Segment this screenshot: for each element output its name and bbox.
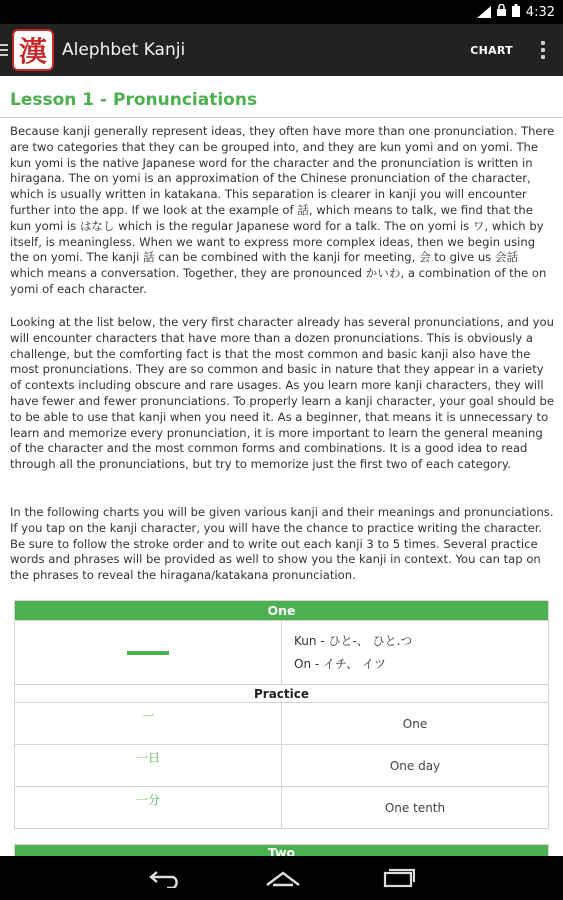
practice-meaning: One: [282, 703, 549, 745]
practice-phrase[interactable]: 一: [15, 703, 282, 745]
practice-meaning: One day: [282, 745, 549, 787]
lesson-title: Lesson 1 - Pronunciations: [10, 90, 258, 110]
recents-icon[interactable]: [383, 868, 415, 888]
lesson-paragraph: In the following charts you will be given various kanji and their meanings and pronunciations. If you tap on the kanji character, you will have the chance to practice writing the character. Be sure to follow the stroke order and to write out each kanji 3 to 5 times. Several practice words and phrases will be provided as well to show you the kanji in context. You can tap on the phrases to reveal the hiragana/katakana pronunciation.: [10, 505, 554, 583]
drawer-menu-icon[interactable]: [0, 44, 8, 56]
app-logo[interactable]: 漢: [12, 29, 54, 71]
practice-phrase[interactable]: 一分: [15, 787, 282, 829]
practice-row[interactable]: [15, 703, 549, 745]
practice-meaning: One tenth: [282, 787, 549, 829]
lock-icon: [497, 4, 506, 20]
kun-yomi: Kun - ひと-、 ひと.つ: [294, 633, 413, 648]
pronunciation-cell: [282, 621, 549, 685]
signal-icon: [477, 6, 491, 18]
lesson-paragraph: Because kanji generally represent ideas, they often have more than one pronunciation. There are two categories that they can be grouped into, and they are kun yomi and on yomi. The kun yomi is the native Japanese word for the character and the pronunciation is written in hiragana. The on yomi is an approximation of the Chinese pronunciation of the character, which is usually written in katakana. This separation is clearer in kanji you will encounter further into the app. If we look at the example of 話, which means to talk, we find that the kun yomi is はなし which is the regular Japanese word for a talk. The on yomi is ワ, which by itself, is meaningless. When we want to express more complex ideas, then we begin using the on yomi. The kanji 話 can be combined with the kanji for meeting, 会 to give us 会話 which means a conversation. Together, they are pronounced かいわ, a combination of the on yomi of each character.: [10, 124, 555, 296]
kanji-character-cell[interactable]: [15, 621, 282, 685]
overflow-menu-icon[interactable]: [523, 41, 563, 59]
practice-row[interactable]: [15, 745, 549, 787]
on-yomi: On - イチ、 イツ: [294, 656, 386, 671]
lesson-content[interactable]: [0, 76, 563, 856]
status-time: 4:32: [525, 4, 555, 20]
chart-button[interactable]: CHART: [470, 43, 513, 57]
kanji-chart-one: [14, 600, 549, 829]
app-title: Alephbet Kanji: [62, 40, 186, 60]
practice-header: Practice: [15, 685, 549, 703]
title-divider: [0, 117, 563, 118]
action-bar: [0, 24, 563, 76]
battery-icon: [512, 4, 520, 21]
kanji-one-glyph[interactable]: [127, 651, 169, 655]
status-bar: [0, 0, 563, 24]
practice-row[interactable]: [15, 787, 549, 829]
home-icon[interactable]: [265, 869, 301, 887]
chart-header: One: [15, 601, 549, 621]
practice-phrase[interactable]: 一日: [15, 745, 282, 787]
lesson-paragraph: Looking at the list below, the very first character already has several pronunciations, and you will encounter characters that have more than a dozen pronunciations. This is obviously a challenge, but the comforting fact is that the most common and basic kanji also have the most pronunciations. They are so common and basic in nature that they appear in a variety of contexts including obscure and rare usages. As you learn more kanji characters, they will have fewer and fewer pronunciations. To properly learn a kanji character, your goal should be to be able to use that kanji when you need it. As a beginner, that means it is unnecessary to learn and memorize every pronunciation, it is more important to learn the general meaning of the character and the most common forms and combinations. It is a good idea to read through all the pronunciations, but try to memorize just the first two of each category.: [10, 315, 555, 472]
back-icon[interactable]: [149, 868, 183, 888]
kanji-chart-two: [14, 844, 549, 856]
chart-header: Two: [15, 845, 549, 857]
navigation-bar: [0, 856, 563, 900]
